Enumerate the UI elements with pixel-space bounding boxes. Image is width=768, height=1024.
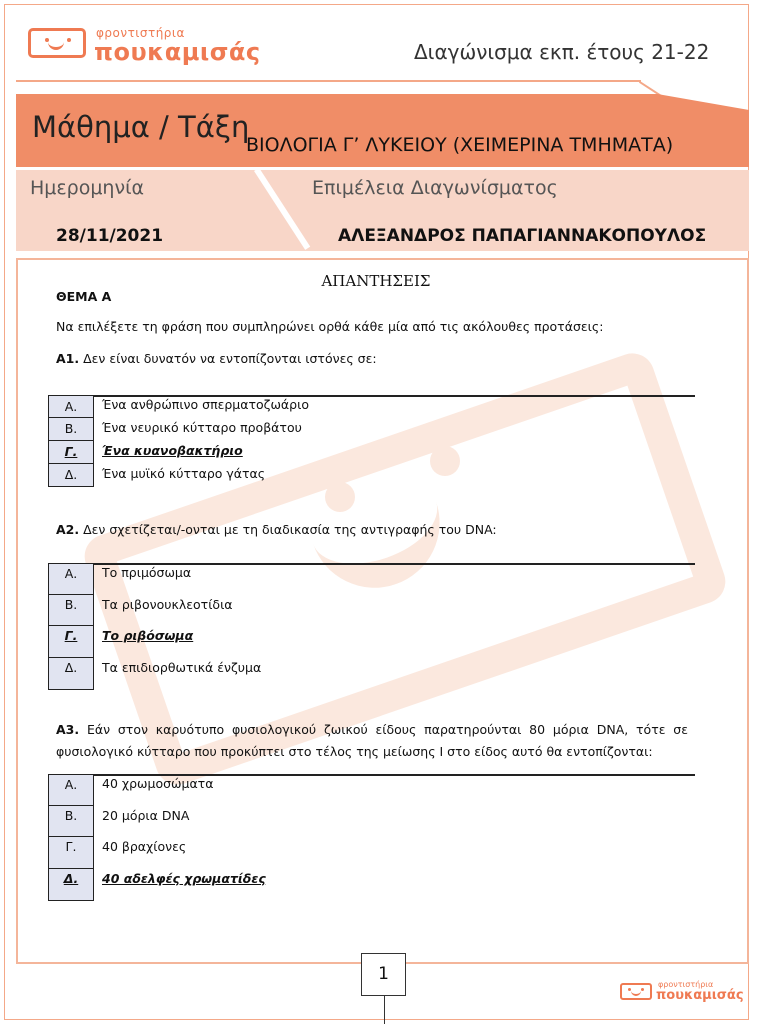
option-letter: Γ. [48, 441, 94, 464]
subject-label: Μάθημα / Τάξη [32, 110, 250, 144]
option-letter: Γ. [48, 626, 94, 658]
page-number: 1 [361, 953, 406, 996]
logo-icon [28, 28, 86, 58]
option-text: Το πριμόσωμα [102, 565, 192, 580]
option-text: Τα ριβονουκλεοτίδια [102, 597, 233, 612]
question-text-line1: Εάν στον καρυότυπο φυσιολογικού ζωικού είδους παρατηρούνται 80 μόρια DNA, τότε σε [79, 722, 688, 737]
option-letter: Β. [48, 595, 94, 626]
question-a3 [56, 722, 688, 737]
option-text: 20 μόρια DNA [102, 808, 190, 823]
question-text: Δεν σχετίζεται/-ονται με τη διαδικασία της αντιγραφής του DNA: [79, 522, 497, 537]
date-value: 28/11/2021 [56, 226, 164, 246]
option-text-correct: 40 αδελφές χρωματίδες [102, 871, 266, 886]
option-text: 40 βραχίονες [102, 839, 187, 854]
option-letter: Δ. [48, 464, 94, 487]
footer-logo-eye [641, 988, 644, 991]
option-text: Ένα νευρικό κύτταρο προβάτου [102, 420, 302, 435]
option-letter: Α. [48, 563, 94, 595]
option-letter: Α. [48, 395, 94, 418]
editor-label: Επιμέλεια Διαγωνίσματος [312, 177, 558, 199]
question-number: Α1. [56, 351, 80, 366]
answers-title: ΑΠΑΝΤΗΣΕΙΣ [321, 272, 431, 290]
option-text-correct: Ένα κυανοβακτήριο [102, 443, 243, 458]
instruction-text: Να επιλέξετε τη φράση που συμπληρώνει ορθά κάθε μία από τις ακόλουθες προτάσεις: [56, 319, 604, 334]
logo-brand-text: πουκαμισάς [94, 38, 261, 66]
footer-logo-icon [620, 983, 652, 1000]
option-text: Ένα μυϊκό κύτταρο γάτας [102, 466, 266, 481]
option-text: Ένα ανθρώπινο σπερματοζωάριο [102, 397, 309, 412]
option-letter: Α. [48, 774, 94, 806]
option-letter: Β. [48, 806, 94, 837]
watermark-eye-left [325, 482, 355, 512]
option-text: Τα επιδιορθωτικά ένζυμα [102, 660, 262, 675]
option-letter: Δ. [48, 869, 94, 901]
option-letter: Δ. [48, 658, 94, 690]
header-rule [16, 80, 641, 82]
option-text-correct: Το ριβόσωμα [102, 628, 194, 643]
subject-value: ΒΙΟΛΟΓΙΑ Γ’ ΛΥΚΕΙΟΥ (ΧΕΙΜΕΡΙΝΑ ΤΜΗΜΑΤΑ) [246, 134, 674, 156]
page-number-tick [384, 996, 385, 1024]
logo-small-text: φροντιστήρια [96, 26, 185, 40]
editor-value: ΑΛΕΞΑΝΔΡΟΣ ΠΑΠΑΓΙΑΝΝΑΚΟΠΟΥΛΟΣ [338, 226, 707, 246]
question-number: Α3. [56, 722, 80, 737]
option-letter: Β. [48, 418, 94, 441]
question-text: Δεν είναι δυνατόν να εντοπίζονται ιστόνες σε: [79, 351, 377, 366]
option-letter: Γ. [48, 837, 94, 869]
date-label: Ημερομηνία [30, 177, 145, 199]
question-number: Α2. [56, 522, 80, 537]
question-a1 [56, 351, 377, 366]
option-text: 40 χρωμοσώματα [102, 776, 214, 791]
footer-logo-smile [631, 989, 641, 996]
logo-eye-right [67, 38, 71, 42]
logo-smile [48, 39, 64, 50]
footer-logo-small: φροντιστήρια [658, 980, 714, 989]
section-heading: ΘΕΜΑ Α [56, 289, 112, 304]
exam-title: Διαγώνισμα εκπ. έτους 21-22 [414, 40, 710, 64]
footer-logo-brand: πουκαμισάς [656, 988, 744, 1003]
watermark-eye-right [430, 446, 460, 476]
question-a2 [56, 522, 497, 537]
question-a3-continued: φυσιολογικό κύτταρο που προκύπτει στο τέλος της μείωσης Ι στο είδος αυτό θα εντοπίζονται: [56, 744, 653, 759]
